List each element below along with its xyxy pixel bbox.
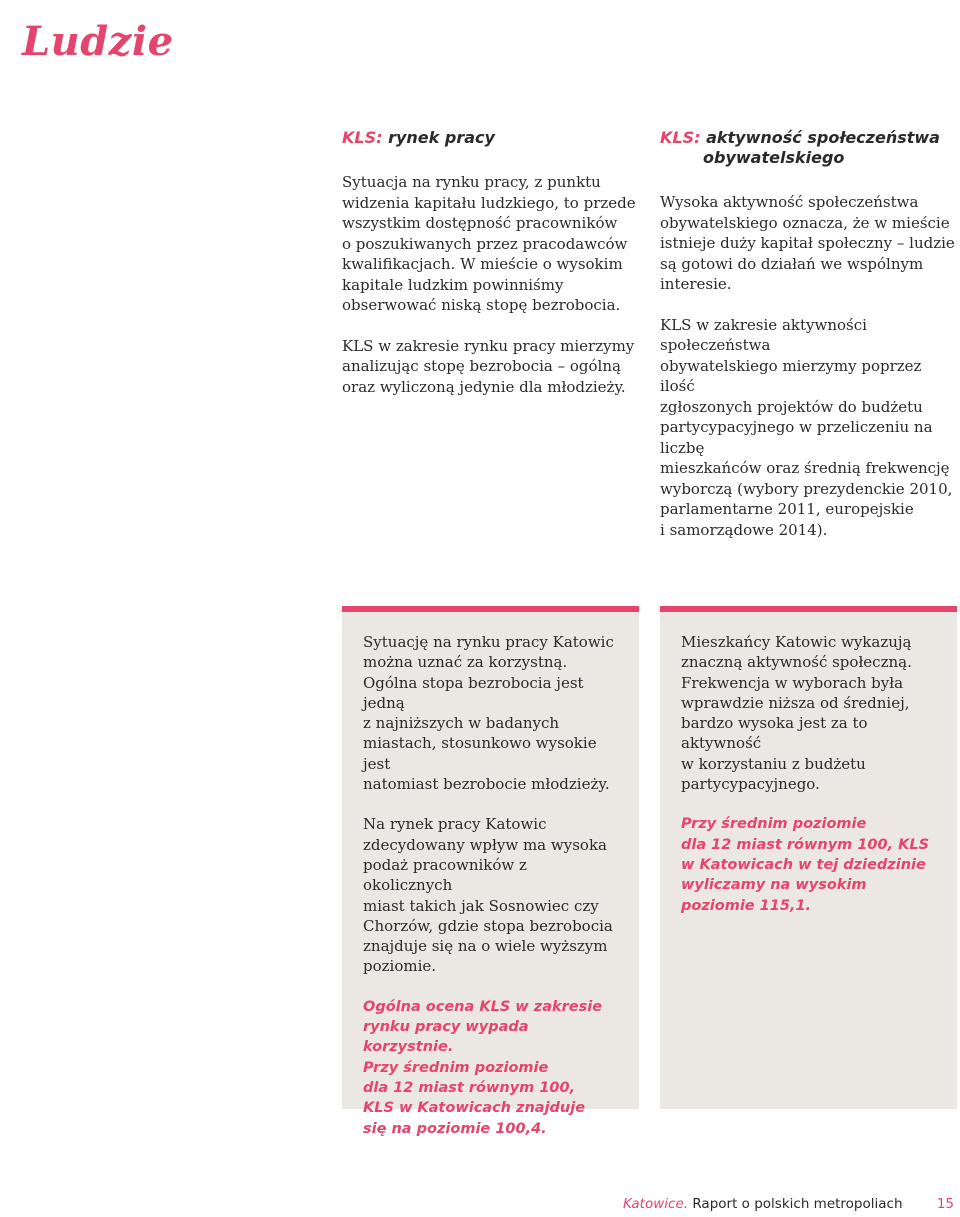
paragraph: Wysoka aktywność społeczeństwa obywatelskiego oznacza, że w mieście istnieje duży kapitał społeczny – ludzie są gotowi do działań we wspólnym interesie. [660,193,955,293]
summary-box-civic-activity [660,606,957,1109]
highlight-conclusion: Ogólna ocena KLS w zakresie rynku pracy wypada korzystnie. Przy średnim poziomie dla 12 miast równym 100, KLS w Katowicach znajduje się na poziomie 100,4. [363,998,603,1137]
paragraph: KLS w zakresie rynku pracy mierzymy analizując stopę bezrobocia – ogólną oraz wyliczoną jedynie dla młodzieży. [342,336,635,396]
page-title: Ludzie [22,18,174,65]
page-number: 15 [936,1196,954,1212]
paragraph: Sytuacja na rynku pracy, z punktu widzenia kapitału ludzkiego, to przede wszystkim dostępność pracowników o poszukiwanych przez pracodawców kwalifikacjach. W mieście o wysokim kapitale ludzkim powinniśmy obserwować niską stopę bezrobocia. [342,173,636,314]
section-heading-labor-market [342,128,642,148]
heading-line-2: obywatelskiego [703,148,845,167]
heading-line-1: aktywność społeczeństwa [706,128,940,147]
paragraph: Sytuację na rynku pracy Katowic można uznać za korzystną. Ogólna stopa bezrobocia jest jedną z najniższych w badanych miastach, stosunkowo wysokie jest natomiast bezrobocie młodzieży. [363,633,614,794]
section-heading-civic-activity [660,128,960,168]
paragraph: Mieszkańcy Katowic wykazują znaczną aktywność społeczną. Frekwencja w wyborach była wprawdzie niższa od średniej, bardzo wysoka jest za to aktywność w korzystaniu z budżetu partycypacyjnego. [681,633,912,794]
heading-prefix: KLS: [660,128,701,147]
section-labor-market [342,128,642,417]
footer-city: Katowice. [623,1196,689,1212]
paragraph: Na rynek pracy Katowic zdecydowany wpływ ma wysoka podaż pracowników z okolicznych miast takich jak Sosnowiec czy Chorzów, gdzie stopa bezrobocia znajduje się na o wiele wyższym poziomie. [363,815,613,976]
page-footer [623,1196,954,1212]
section-civic-activity [660,128,960,560]
heading-text: rynek pracy [388,128,495,147]
heading-prefix: KLS: [342,128,383,147]
paragraph: KLS w zakresie aktywności społeczeństwa obywatelskiego mierzymy poprzez ilość zgłoszonych projektów do budżetu partycypacyjnego w przeliczeniu na liczbę mieszkańców oraz średnią frekwencję wyborczą (wybory prezydenckie 2010, parlamentarne 2011, europejskie i samorządowe 2014). [660,315,953,539]
highlight-conclusion: Przy średnim poziomie dla 12 miast równym 100, KLS w Katowicach w tej dziedzinie wyliczamy na wysokim poziomie 115,1. [681,816,930,914]
summary-box-labor-market [342,606,639,1137]
footer-report-title: Raport o polskich metropoliach [692,1196,903,1212]
